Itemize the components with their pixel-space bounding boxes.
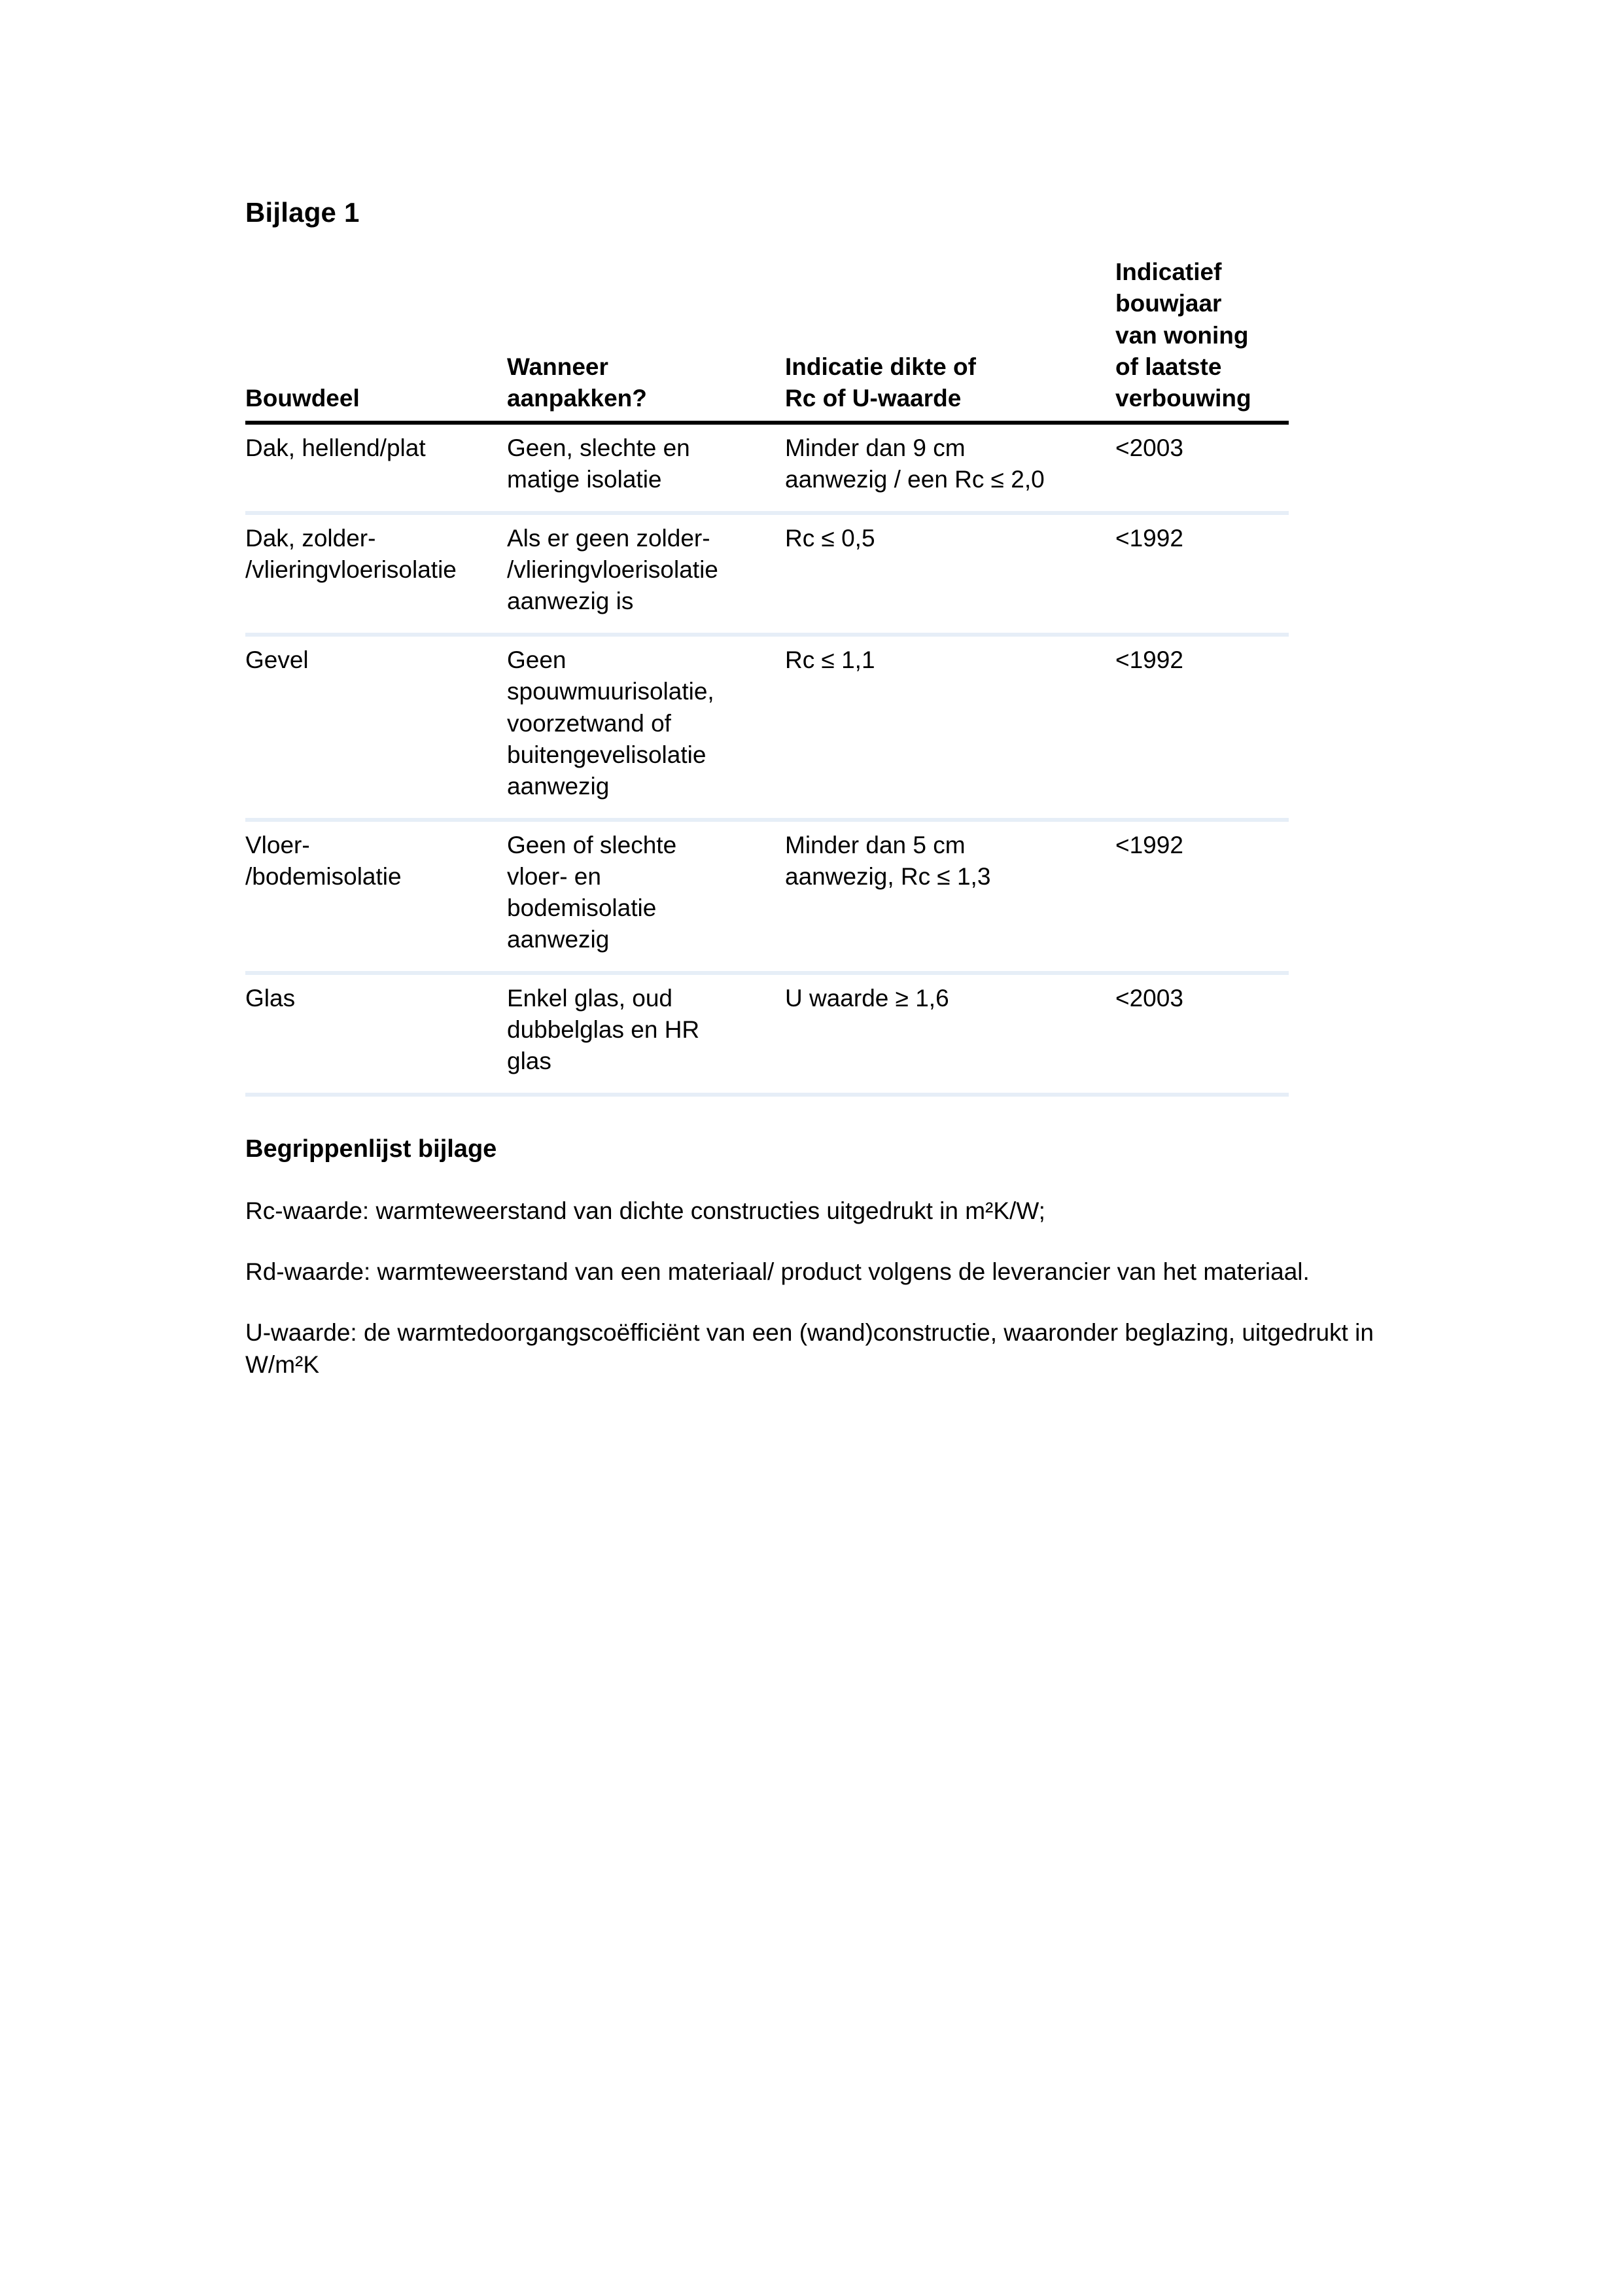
cell-line: Rc ≤ 0,5 — [785, 525, 875, 552]
column-header-line: Indicatief — [1115, 258, 1222, 286]
cell-bouwdeel — [245, 423, 507, 513]
glossary-title: Begrippenlijst bijlage — [245, 1135, 497, 1163]
cell-line: dubbelglas en HR — [507, 1016, 700, 1044]
cell-line: Als er geen zolder- — [507, 525, 710, 552]
column-header-indicatief-bouwjaar — [1115, 256, 1289, 422]
cell-indicatie — [785, 513, 1115, 635]
table-row — [245, 635, 1289, 819]
page-content — [245, 196, 1377, 1381]
cell-indicatie — [785, 973, 1115, 1095]
column-header-bouwdeel — [245, 256, 507, 422]
cell-line: <2003 — [1115, 985, 1183, 1012]
table-row — [245, 513, 1289, 635]
cell-bouwjaar — [1115, 635, 1289, 819]
cell-line: Dak, zolder- — [245, 525, 376, 552]
column-header-line: aanpakken? — [507, 384, 647, 412]
glossary-entry-u: U-waarde: de warmtedoorgangscoëfficiënt van een (wand)constructie, waaronder beglazing, uitgedrukt in W/m²K — [245, 1319, 1374, 1379]
cell-line: vloer- en — [507, 862, 601, 890]
cell-line: Geen of slechte — [507, 831, 677, 858]
cell-line: /vlieringvloerisolatie — [245, 556, 457, 584]
cell-line: Geen — [507, 646, 567, 674]
cell-line: <2003 — [1115, 434, 1183, 461]
cell-line: aanwezig is — [507, 588, 634, 615]
cell-wanneer — [507, 820, 785, 973]
table-row — [245, 820, 1289, 973]
column-header-line: bouwjaar — [1115, 290, 1222, 317]
column-header-line: Wanneer — [507, 353, 608, 380]
column-header-line: verbouwing — [1115, 384, 1251, 412]
cell-line: voorzetwand of — [507, 709, 671, 737]
cell-line: Enkel glas, oud — [507, 985, 673, 1012]
cell-line: aanwezig — [507, 772, 610, 800]
table-row — [245, 973, 1289, 1095]
cell-bouwjaar — [1115, 513, 1289, 635]
cell-line: matige isolatie — [507, 465, 662, 493]
cell-wanneer — [507, 973, 785, 1095]
cell-bouwdeel — [245, 513, 507, 635]
column-header-wanneer-aanpakken — [507, 256, 785, 422]
cell-line: <1992 — [1115, 525, 1183, 552]
glossary-entry-rd: Rd-waarde: warmteweerstand van een materiaal/ product volgens de leverancier van het materiaal. — [245, 1258, 1310, 1286]
cell-wanneer — [507, 423, 785, 513]
cell-line: Minder dan 5 cm — [785, 831, 966, 858]
cell-wanneer — [507, 635, 785, 819]
table-row — [245, 423, 1289, 513]
glossary-entry-rc: Rc-waarde: warmteweerstand van dichte constructies uitgedrukt in m²K/W; — [245, 1197, 1045, 1224]
cell-line: Dak, hellend/plat — [245, 434, 426, 461]
cell-line: <1992 — [1115, 646, 1183, 674]
cell-bouwjaar — [1115, 423, 1289, 513]
column-header-indicatie-dikte — [785, 256, 1115, 422]
table-header-row — [245, 256, 1289, 422]
cell-wanneer — [507, 513, 785, 635]
cell-line: Vloer- — [245, 831, 310, 858]
column-header-line: Bouwdeel — [245, 384, 360, 412]
cell-line: bodemisolatie — [507, 894, 657, 921]
column-header-line: Rc of U-waarde — [785, 384, 962, 412]
glossary-section — [245, 1133, 1377, 1381]
cell-indicatie — [785, 820, 1115, 973]
cell-line: aanwezig / een Rc ≤ 2,0 — [785, 465, 1045, 493]
cell-line: aanwezig — [507, 926, 610, 953]
cell-line: <1992 — [1115, 831, 1183, 858]
cell-indicatie — [785, 635, 1115, 819]
cell-line: /vlieringvloerisolatie — [507, 556, 718, 584]
cell-line: /bodemisolatie — [245, 862, 402, 890]
column-header-line: of laatste — [1115, 353, 1222, 380]
cell-line: Glas — [245, 985, 296, 1012]
table-header — [245, 256, 1289, 422]
cell-bouwjaar — [1115, 973, 1289, 1095]
table-body — [245, 423, 1289, 1095]
cell-line: Geen, slechte en — [507, 434, 690, 461]
cell-line: Minder dan 9 cm — [785, 434, 966, 461]
cell-indicatie — [785, 423, 1115, 513]
column-header-line: Indicatie dikte of — [785, 353, 976, 380]
cell-line: Rc ≤ 1,1 — [785, 646, 875, 674]
cell-line: buitengevelisolatie — [507, 741, 707, 768]
cell-line: glas — [507, 1048, 551, 1075]
cell-line: Gevel — [245, 646, 309, 674]
page-title: Bijlage 1 — [245, 197, 360, 228]
cell-line: U waarde ≥ 1,6 — [785, 985, 949, 1012]
cell-bouwdeel — [245, 820, 507, 973]
cell-bouwdeel — [245, 635, 507, 819]
bouwdeel-table — [245, 256, 1289, 1097]
column-header-line: van woning — [1115, 321, 1249, 349]
cell-bouwjaar — [1115, 820, 1289, 973]
cell-bouwdeel — [245, 973, 507, 1095]
cell-line: spouwmuurisolatie, — [507, 678, 714, 705]
cell-line: aanwezig, Rc ≤ 1,3 — [785, 862, 991, 890]
